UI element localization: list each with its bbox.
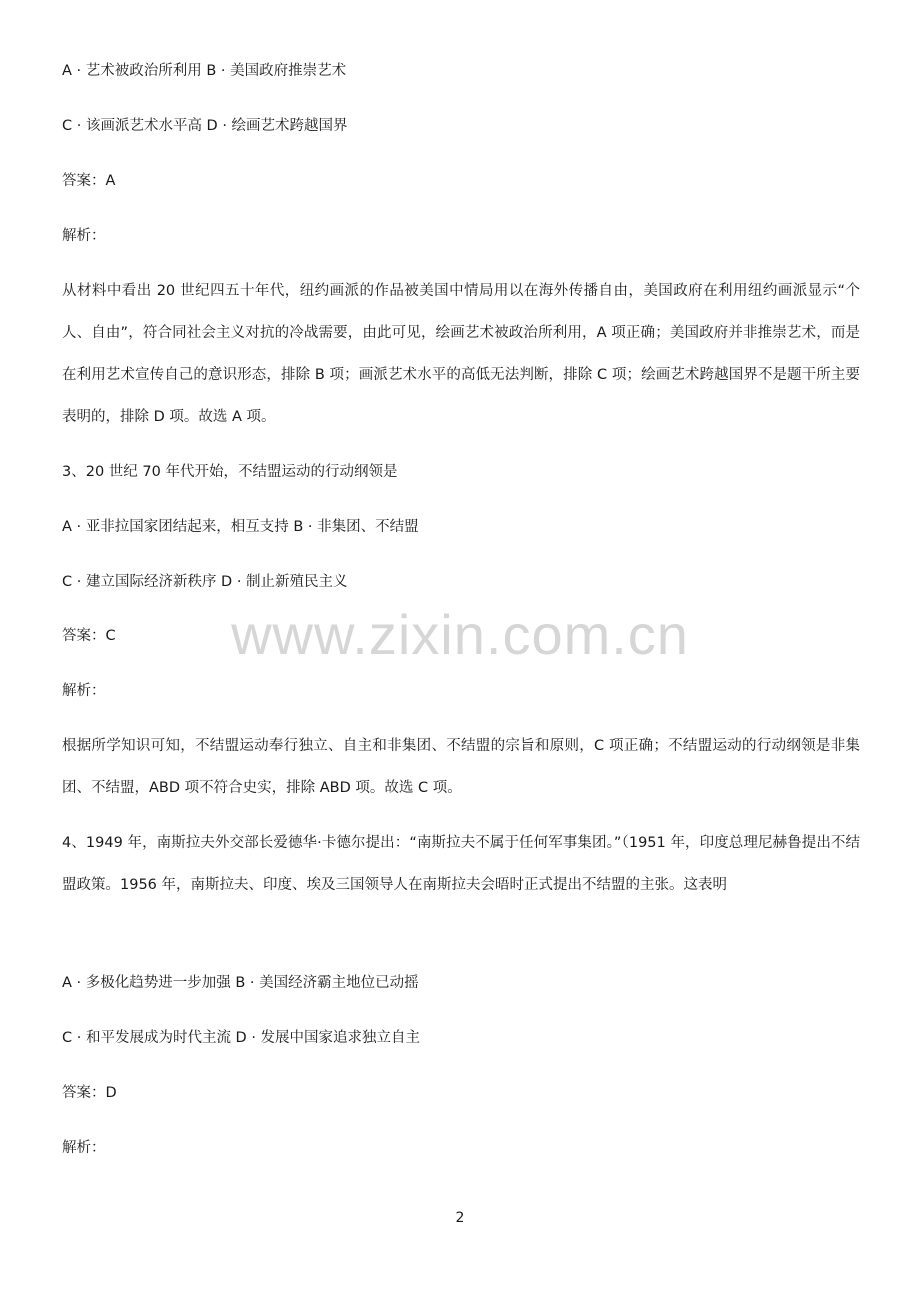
q2-options-line-2: C · 该画派艺术水平高 D · 绘画艺术跨越国界	[62, 118, 348, 134]
q3-analysis-label: 解析：	[62, 683, 106, 699]
page-number: 2	[455, 1210, 465, 1226]
site-watermark: www.zixin.com.cn	[231, 603, 689, 666]
q3-options-line-2: C · 建立国际经济新秩序 D · 制止新殖民主义	[62, 574, 348, 590]
q2-options-line-1: A · 艺术被政治所利用 B · 美国政府推崇艺术	[62, 63, 347, 79]
q4-question: 4、1949 年，南斯拉夫外交部长爱德华·卡德尔提出：“南斯拉夫不属于任何军事集团。”（1951 年，印度总理尼赫鲁提出不结盟政策。1956 年，南斯拉夫、印度、埃及三国领导人在南斯拉夫会晤时正式提出不结盟的主张。这表明	[62, 835, 861, 893]
q4-analysis-label: 解析：	[62, 1140, 106, 1156]
q2-answer: 答案：A	[62, 173, 116, 189]
q3-answer: 答案：C	[62, 628, 116, 644]
q4-options-line-1: A · 多极化趋势进一步加强 B · 美国经济霸主地位已动摇	[62, 975, 419, 991]
q2-analysis-label: 解析：	[62, 228, 106, 244]
q3-options-line-1: A · 亚非拉国家团结起来，相互支持 B · 非集团、不结盟	[62, 519, 419, 535]
q4-answer: 答案：D	[62, 1085, 117, 1101]
q4-options-line-2: C · 和平发展成为时代主流 D · 发展中国家追求独立自主	[62, 1030, 421, 1046]
q2-analysis-text: 从材料中看出 20 世纪四五十年代，纽约画派的作品被美国中情局用以在海外传播自由，美国政府在利用纽约画派显示“个人、自由”，符合同社会主义对抗的冷战需要，由此可见，绘画艺术被政治所利用，A 项正确；美国政府并非推崇艺术，而是在利用艺术宣传自己的意识形态，排除 B 项；画派艺术水平的高低无法判断，排除 C 项；绘画艺术跨越国界不是题干所主要表明的，排除 D 项。故选 A 项。	[62, 283, 860, 425]
q3-analysis-text: 根据所学知识可知，不结盟运动奉行独立、自主和非集团、不结盟的宗旨和原则，C 项正确；不结盟运动的行动纲领是非集团、不结盟，ABD 项不符合史实，排除 ABD 项。故选 C 项。	[62, 738, 860, 796]
q3-question: 3、20 世纪 70 年代开始，不结盟运动的行动纲领是	[62, 464, 398, 480]
